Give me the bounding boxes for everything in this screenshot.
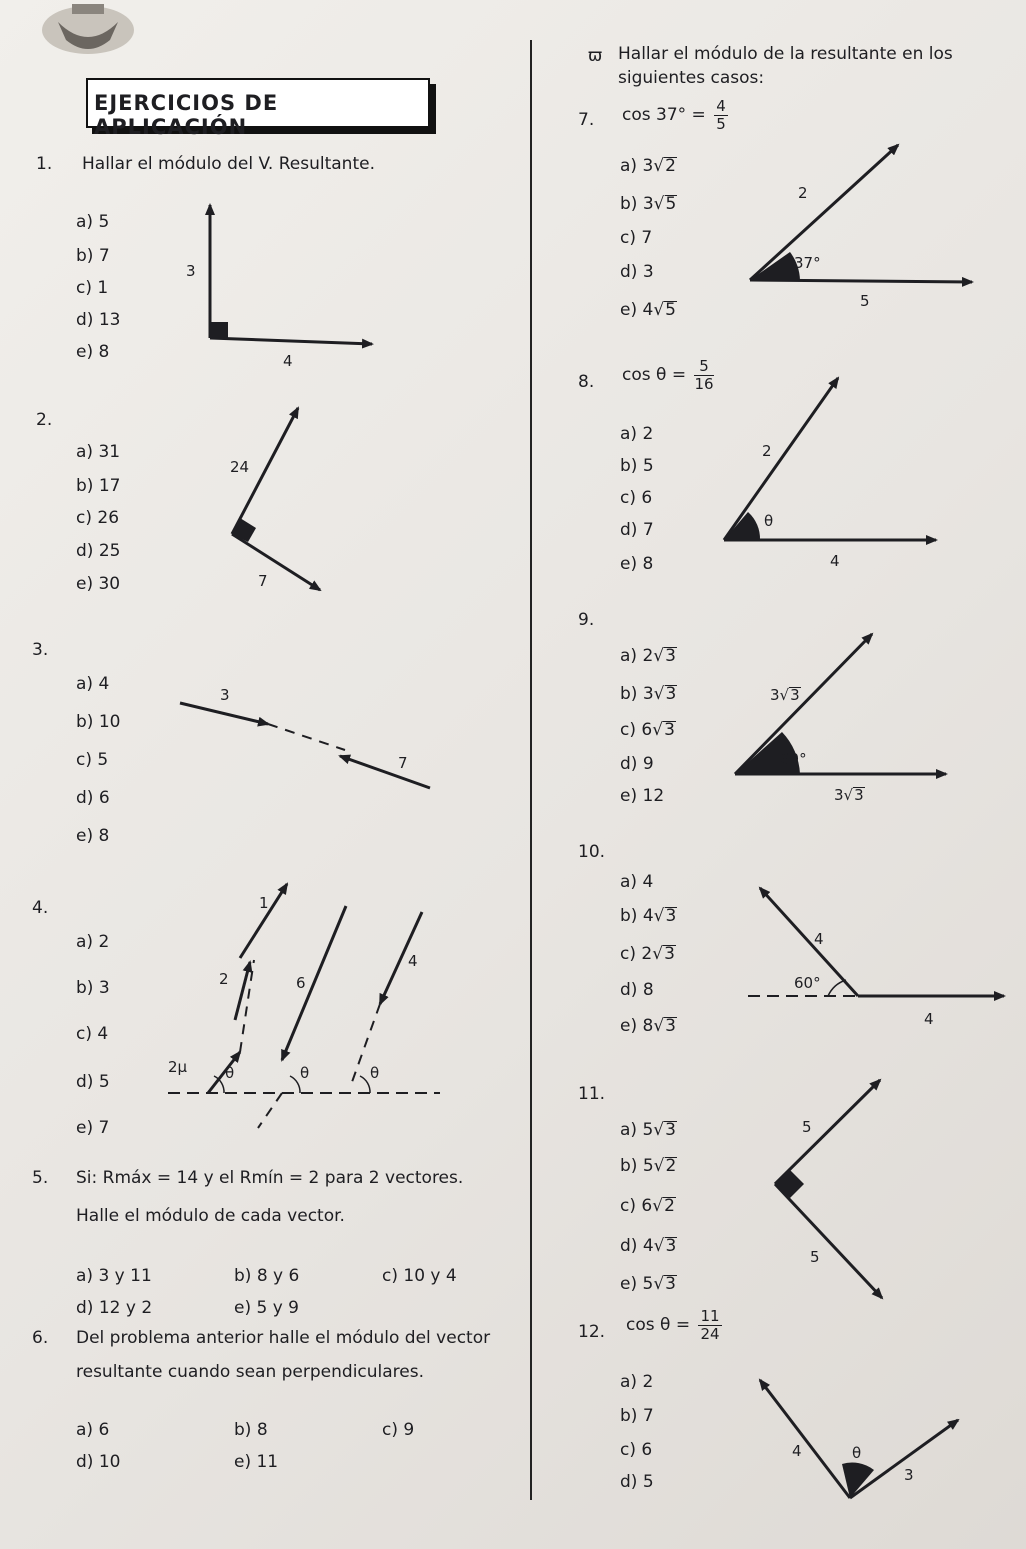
p10-a-letter: a) [620,872,638,892]
p9-option-e [620,786,664,806]
p7-e-letter: e) [620,300,638,320]
p7-frac-den: 5 [716,114,726,133]
p8-label-theta: θ [764,512,774,530]
p9-label-bottom [834,786,865,804]
p10-e-rad: 3 [665,1016,676,1036]
p11-b-sqrt: √ [653,1156,665,1176]
p9-a-pre: 2 [642,646,654,666]
p9-label-angle: 60° [780,750,807,768]
p5-option-e: e) 5 y 9 [234,1298,299,1318]
p6-option-c: c) 9 [382,1420,415,1440]
p12-given-text: cos θ = [626,1315,691,1335]
p9-top-pre: 3 [770,686,780,704]
p9-a-letter: a) [620,646,638,666]
p8-option-b: b) 5 [620,456,654,476]
p11-option-a [620,1120,677,1140]
p9-d-pre: 9 [642,754,654,774]
p11-option-b [620,1156,677,1176]
p7-c-letter: c) [620,228,636,248]
p7-frac-num: 4 [716,97,726,115]
p9-option-d [620,754,654,774]
p12-option-c: c) 6 [620,1440,653,1460]
p11-label-5-top: 5 [802,1118,812,1136]
p11-d-rad: 3 [665,1236,677,1256]
p9-e-pre: 12 [642,786,665,806]
p8-option-c: c) 6 [620,488,653,508]
p6-option-b: b) 8 [234,1420,268,1440]
p4-vector-figure [168,884,440,1128]
p4-label-theta-2: θ [300,1064,310,1082]
p9-c-sqrt: √ [652,720,664,740]
p8-frac-den: 16 [694,374,714,393]
p7-label-37: 37° [794,254,821,272]
p4-label-1: 1 [259,894,269,912]
p11-a-sqrt: √ [653,1120,665,1140]
p6-option-d: d) 10 [76,1452,121,1472]
p2-option-c: c) 26 [76,508,120,528]
p10-label-4-top: 4 [814,930,824,948]
p11-e-pre: 5 [642,1274,654,1294]
p12-option-b: b) 7 [620,1406,654,1426]
p5-option-b: b) 8 y 6 [234,1266,300,1286]
p12-given [626,1308,722,1342]
p4-label-6: 6 [296,974,306,992]
p7-fraction [714,98,728,132]
p9-option-c [620,720,676,740]
p11-label-5-bottom: 5 [810,1248,820,1266]
p7-given-text: cos 37° = [622,105,706,125]
p6-option-a: a) 6 [76,1420,110,1440]
p7-label-5: 5 [860,292,870,310]
p1-option-a: a) 5 [76,212,110,232]
p9-label-top [770,686,801,704]
p6-number: 6. [32,1328,49,1348]
p7-number: 7. [578,110,595,130]
p3-option-b: b) 10 [76,712,121,732]
p10-b-sqrt: √ [653,906,665,926]
p4-option-e: e) 7 [76,1118,110,1138]
p4-option-b: b) 3 [76,978,110,998]
p10-e-letter: e) [620,1016,638,1036]
p8-option-d: d) 7 [620,520,654,540]
p7-a-letter: a) [620,156,638,176]
p8-option-e: e) 8 [620,554,654,574]
p6-option-e: e) 11 [234,1452,279,1472]
p3-label-7: 7 [398,754,408,772]
p10-label-60: 60° [794,974,821,992]
p3-option-e: e) 8 [76,826,110,846]
p9-b-sqrt: √ [653,684,665,704]
p7-d-pre: 3 [642,262,654,282]
p12-label-4: 4 [792,1442,802,1460]
p10-c-sqrt: √ [652,944,664,964]
p7-option-a [620,156,677,176]
p1-label-4: 4 [283,352,293,370]
p10-number: 10. [578,842,606,862]
p10-e-pre: 8 [642,1016,654,1036]
p9-b-letter: b) [620,684,638,704]
p7-option-b [620,194,677,214]
p10-option-d [620,980,654,1000]
p10-b-pre: 4 [642,906,654,926]
p5-option-c: c) 10 y 4 [382,1266,457,1286]
p9-top-rad: 3 [790,686,800,704]
p9-option-a [620,646,677,666]
p11-a-rad: 3 [665,1120,676,1140]
p9-vector-figure [735,634,946,774]
p2-vector-figure [232,408,320,590]
p11-d-letter: d) [620,1236,638,1256]
p4-label-theta-1: θ [225,1064,235,1082]
p11-option-c [620,1196,676,1216]
p4-label-4: 4 [408,952,418,970]
p7-option-c [620,228,652,248]
p9-option-b [620,684,677,704]
p10-option-b [620,906,677,926]
p2-label-7: 7 [258,572,268,590]
p9-b-rad: 3 [665,684,677,704]
p8-vector-figure [724,378,936,540]
p11-b-pre: 5 [642,1156,654,1176]
p12-frac-den: 24 [700,1324,720,1343]
p10-c-rad: 3 [664,944,675,964]
p5-line2: Halle el módulo de cada vector. [76,1206,345,1226]
p2-number: 2. [36,410,53,430]
p8-label-2: 2 [762,442,772,460]
p12-option-d: d) 5 [620,1472,654,1492]
p11-option-d [620,1236,677,1256]
p8-frac-num: 5 [694,358,713,376]
p11-c-letter: c) [620,1196,636,1216]
p11-a-pre: 5 [642,1120,654,1140]
p5-option-d: d) 12 y 2 [76,1298,153,1318]
p10-option-a [620,872,653,892]
p12-label-3: 3 [904,1466,914,1484]
p1-label-3: 3 [186,262,196,280]
p3-option-d: d) 6 [76,788,110,808]
p4-label-2: 2 [219,970,229,988]
p9-c-pre: 6 [641,720,653,740]
p3-vector-figure [180,703,430,788]
p10-d-pre: 8 [642,980,654,1000]
p10-c-pre: 2 [641,944,653,964]
p9-bot-sqrt: √ [843,786,854,804]
p7-a-sqrt: √ [653,156,665,176]
p9-number: 9. [578,610,595,630]
p4-label-2mu: 2μ [168,1058,188,1076]
p9-a-rad: 3 [665,646,676,666]
p4-option-a: a) 2 [76,932,110,952]
school-logo-emblem [42,4,134,54]
p11-e-letter: e) [620,1274,638,1294]
p8-given [622,358,714,392]
p5-option-a: a) 3 y 11 [76,1266,152,1286]
p12-number: 12. [578,1322,606,1342]
p7-b-pre: 3 [642,194,654,214]
p1-option-b: b) 7 [76,246,110,266]
p11-option-e [620,1274,677,1294]
p2-label-24: 24 [230,458,250,476]
section-title-box [86,78,430,139]
p7-label-2: 2 [798,184,808,202]
p7-b-rad: 5 [665,194,677,214]
p9-a-sqrt: √ [653,646,665,666]
p3-label-3: 3 [220,686,230,704]
p1-option-e: e) 8 [76,342,110,362]
p10-vector-figure [748,888,1004,996]
section-title: EJERCICIOS DE APLICACIÓN [94,91,279,139]
p8-fraction [694,358,713,392]
p5-line1: Si: Rmáx = 14 y el Rmín = 2 para 2 vectores. [76,1168,464,1188]
p8-given-text: cos θ = [622,365,687,385]
p7-option-e [620,300,677,320]
column-divider [530,40,532,1500]
p5-number: 5. [32,1168,49,1188]
p7-given [622,98,728,132]
p7-a-rad: 2 [665,156,676,176]
pi-bullet: ϖ [588,46,603,66]
p11-e-rad: 3 [665,1274,676,1294]
p8-number: 8. [578,372,595,392]
p12-option-a: a) 2 [620,1372,654,1392]
p4-label-theta-3: θ [370,1064,380,1082]
p9-bot-pre: 3 [834,786,844,804]
p11-d-pre: 4 [642,1236,654,1256]
p1-option-d: d) 13 [76,310,121,330]
p7-b-sqrt: √ [653,194,665,214]
p11-e-sqrt: √ [653,1274,665,1294]
p11-b-letter: b) [620,1156,638,1176]
p7-c-pre: 7 [641,228,653,248]
p9-top-sqrt: √ [779,686,790,704]
p12-label-theta: θ [852,1444,862,1462]
p2-option-e: e) 30 [76,574,121,594]
p10-b-rad: 3 [665,906,677,926]
p7-e-rad: 5 [665,300,676,320]
p7-e-pre: 4 [642,300,654,320]
p11-number: 11. [578,1084,606,1104]
p11-vector-figure [775,1080,882,1298]
p9-b-pre: 3 [642,684,654,704]
p4-number: 4. [32,898,49,918]
p11-c-sqrt: √ [652,1196,664,1216]
p2-option-a: a) 31 [76,442,121,462]
p9-c-rad: 3 [664,720,675,740]
p1-text: Hallar el módulo del V. Resultante. [82,154,375,174]
p6-line2: resultante cuando sean perpendiculares. [76,1362,425,1382]
p6-line1: Del problema anterior halle el módulo del vector [76,1328,491,1348]
p3-option-a: a) 4 [76,674,110,694]
p7-d-letter: d) [620,262,638,282]
p2-option-d: d) 25 [76,541,121,561]
right-instruction-line2: siguientes casos: [618,68,765,88]
p7-b-letter: b) [620,194,638,214]
p7-a-pre: 3 [642,156,654,176]
p8-label-4: 4 [830,552,840,570]
p11-b-rad: 2 [665,1156,677,1176]
p9-e-letter: e) [620,786,638,806]
p10-a-pre: 4 [642,872,654,892]
p10-e-sqrt: √ [653,1016,665,1036]
p12-frac-num: 11 [700,1307,720,1325]
p12-fraction [698,1308,721,1342]
p3-number: 3. [32,640,49,660]
p1-vector-figure [210,205,372,344]
p12-vector-figure [760,1380,958,1498]
p10-option-c [620,944,676,964]
p11-c-rad: 2 [664,1196,675,1216]
p9-c-letter: c) [620,720,636,740]
p9-d-letter: d) [620,754,638,774]
p7-vector-figure [750,145,972,282]
p10-b-letter: b) [620,906,638,926]
p1-option-c: c) 1 [76,278,109,298]
p10-label-4-bottom: 4 [924,1010,934,1028]
p11-c-pre: 6 [641,1196,653,1216]
p8-option-a: a) 2 [620,424,654,444]
p11-a-letter: a) [620,1120,638,1140]
p7-option-d [620,262,654,282]
p3-option-c: c) 5 [76,750,109,770]
p11-d-sqrt: √ [653,1236,665,1256]
p4-option-d: d) 5 [76,1072,110,1092]
p10-option-e [620,1016,677,1036]
p7-e-sqrt: √ [653,300,665,320]
p4-option-c: c) 4 [76,1024,109,1044]
p1-number: 1. [36,154,53,174]
p10-c-letter: c) [620,944,636,964]
p10-d-letter: d) [620,980,638,1000]
p9-bot-rad: 3 [854,786,864,804]
p2-option-b: b) 17 [76,476,121,496]
right-instruction-line1: Hallar el módulo de la resultante en los [618,44,953,64]
